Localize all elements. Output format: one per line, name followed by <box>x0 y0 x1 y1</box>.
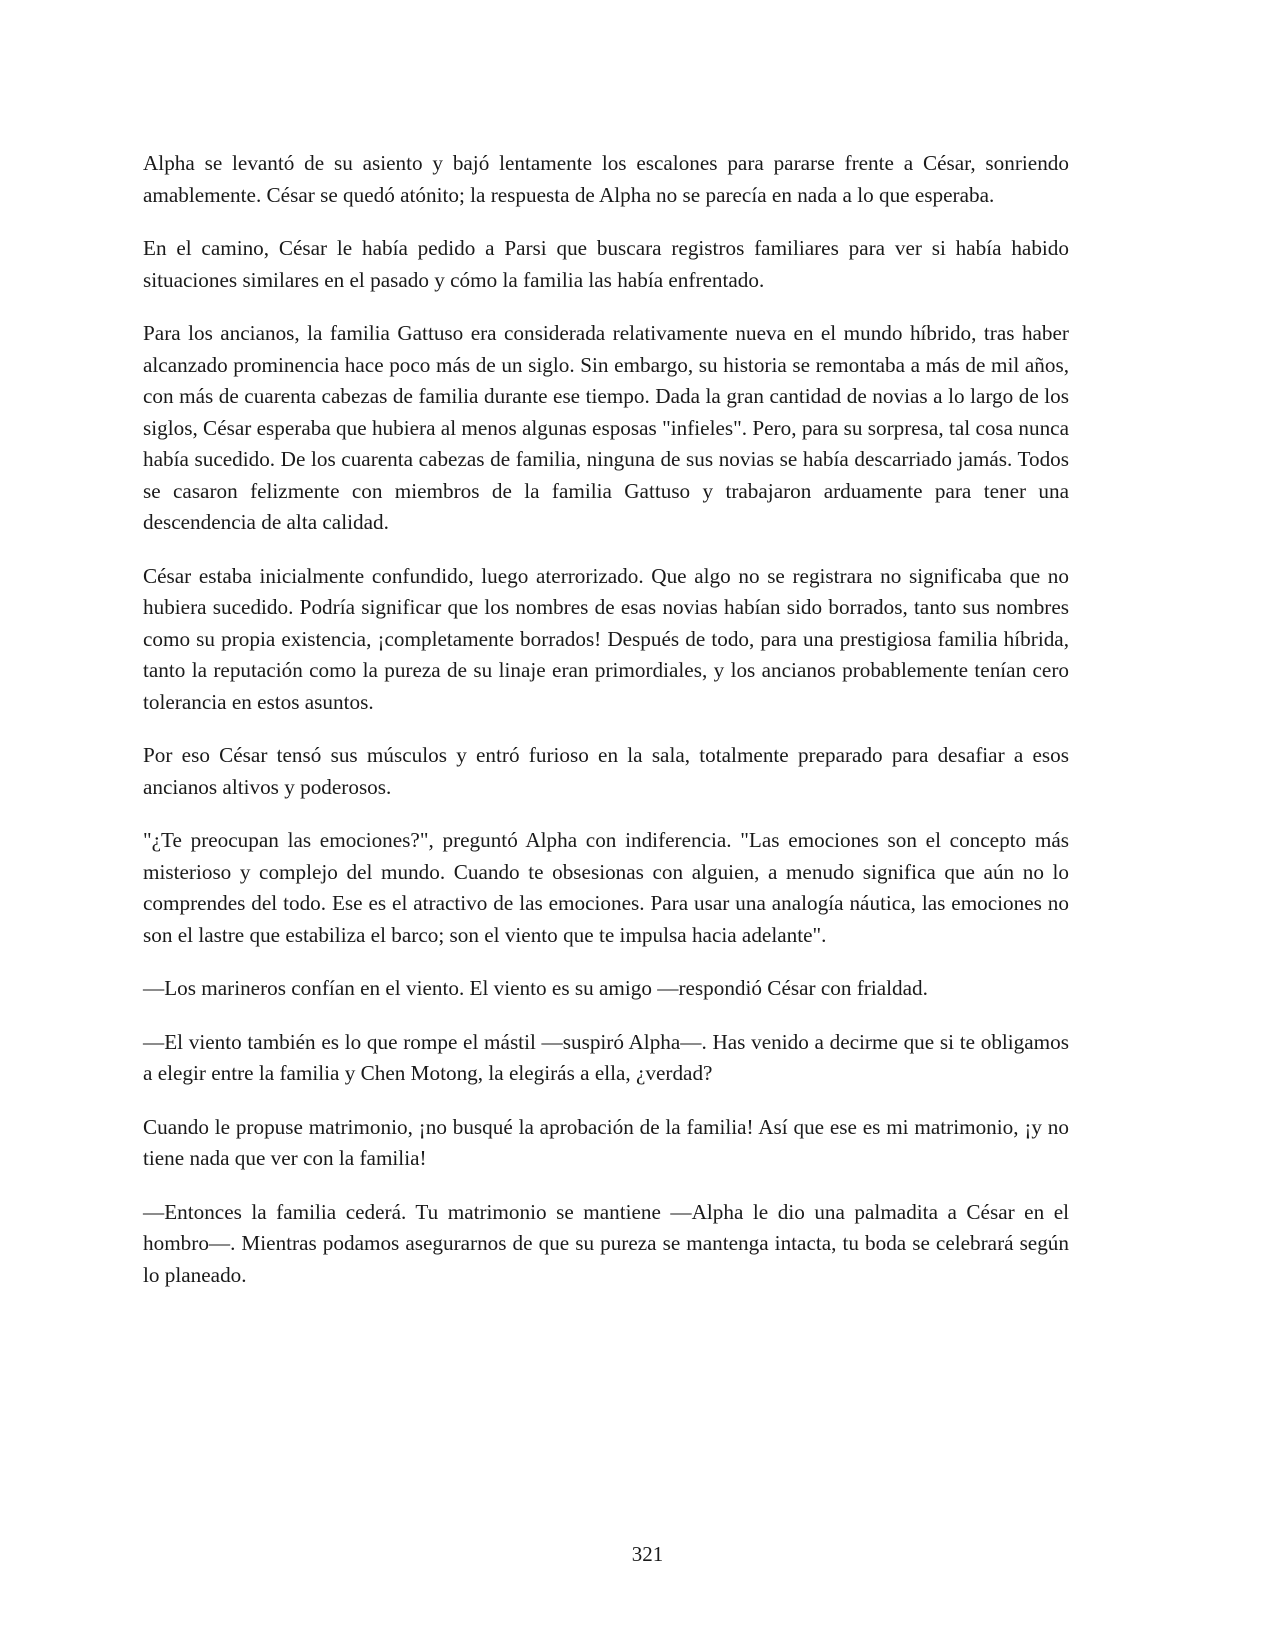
paragraph-2: En el camino, César le había pedido a Parsi que buscara registros familiares para ver si había habido situaciones similares en el pasado y cómo la familia las había enfrentado. <box>143 236 1069 292</box>
paragraph-5: Por eso César tensó sus músculos y entró furioso en la sala, totalmente preparado para desafiar a esos ancianos altivos y poderosos. <box>143 743 1069 799</box>
paragraph-3: Para los ancianos, la familia Gattuso era considerada relativamente nueva en el mundo híbrido, tras haber alcanzado prominencia hace poco más de un siglo. Sin embargo, su historia se remontaba a más de mil años, con más de cuarenta cabezas de familia durante ese tiempo. Dada la gran cantidad de novias a lo largo de los siglos, César esperaba que hubiera al menos algunas esposas "infieles". Pero, para su sorpresa, tal cosa nunca había sucedido. De los cuarenta cabezas de familia, ninguna de sus novias se había descarriado jamás. Todos se casaron felizmente con miembros de la familia Gattuso y trabajaron arduamente para tener una descendencia de alta calidad. <box>143 321 1069 534</box>
paragraph-8: —El viento también es lo que rompe el mástil —suspiró Alpha—. Has venido a decirme que si te obligamos a elegir entre la familia y Chen Motong, la elegirás a ella, ¿verdad? <box>143 1029 1069 1085</box>
paragraph-10: —Entonces la familia cederá. Tu matrimonio se mantiene —Alpha le dio una palmadita a César en el hombro—. Mientras podamos asegurarnos de que su pureza se mantenga intacta, tu boda se celebrará según lo planeado. <box>143 1199 1069 1287</box>
paragraph-6: "¿Te preocupan las emociones?", preguntó Alpha con indiferencia. "Las emociones son el concepto más misterioso y complejo del mundo. Cuando te obsesionas con alguien, a menudo significa que aún no lo comprendes del todo. Ese es el atractivo de las emociones. Para usar una analogía náutica, las emociones no son el lastre que estabiliza el barco; son el viento que te impulsa hacia adelante". <box>143 828 1069 947</box>
body-text <box>143 148 1069 1313</box>
paragraph-1: Alpha se levantó de su asiento y bajó lentamente los escalones para pararse frente a César, sonriendo amablemente. César se quedó atónito; la respuesta de Alpha no se parecía en nada a lo que esperaba. <box>143 151 1069 207</box>
paragraph-4: César estaba inicialmente confundido, luego aterrorizado. Que algo no se registrara no significaba que no hubiera sucedido. Podría significar que los nombres de esas novias habían sido borrados, tanto sus nombres como su propia existencia, ¡completamente borrados! Después de todo, para una prestigiosa familia híbrida, tanto la reputación como la pureza de su linaje eran primordiales, y los ancianos probablemente tenían cero tolerancia en estos asuntos. <box>143 563 1069 714</box>
page-number: 321 <box>631 1542 664 1566</box>
paragraph-7: —Los marineros confían en el viento. El viento es su amigo —respondió César con frialdad. <box>143 976 928 1000</box>
paragraph-9: Cuando le propuse matrimonio, ¡no busqué la aprobación de la familia! Así que ese es mi matrimonio, ¡y no tiene nada que ver con la familia! <box>143 1114 1069 1170</box>
